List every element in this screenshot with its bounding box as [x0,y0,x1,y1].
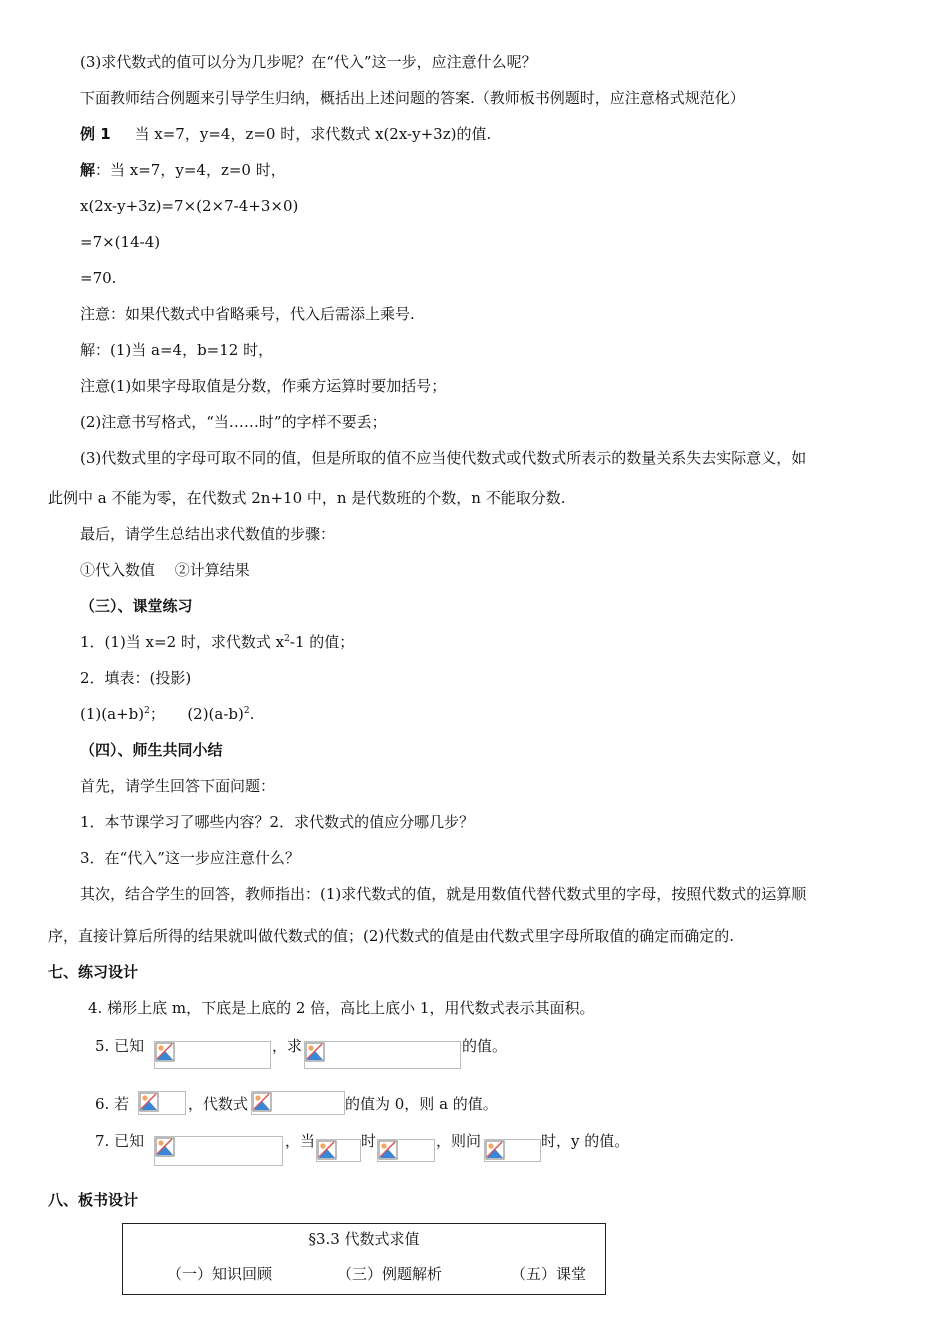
heading-board-design: 八、板书设计 [48,1191,139,1209]
exercise-7-mid1: ，当 [285,1132,316,1150]
exercise-7-mid2: 时 [361,1132,377,1150]
summary-steps-line: 最后，请学生总结出求代数值的步骤： [80,525,336,543]
formula-image [251,1091,345,1115]
note-3-line: (3)代数式里的字母可取不同的值，但是所取的值不应当使代数式或代数式所表示的数量关系失去实际意义，如 [80,449,807,467]
practice-1-text-end: -1 的值； [289,633,355,651]
summary-intro: 首先，请学生回答下面问题： [80,777,276,795]
note-2-line: (2)注意书写格式，“当……时”的字样不要丢； [80,413,387,431]
formula-image [154,1136,283,1166]
broken-image-icon [155,1137,175,1157]
exercise-5-start: 5. 已知 [95,1037,145,1055]
board-column-3: （五）课堂 [511,1265,587,1283]
formula-image [484,1139,541,1162]
formula-image [154,1041,271,1069]
heading-exercise-design: 七、练习设计 [48,963,139,981]
exercise-5-mid: ，求 [272,1037,303,1055]
solution-line [80,160,286,180]
formula-image [316,1139,361,1162]
summary-answer-1: 其次，结合学生的回答，教师指出：(1)求代数式的值，就是用数值代替代数式里的字母，按照代数式的运算顺 [80,885,807,903]
superscript: 2 [243,706,250,716]
expr-2: ； (2)(a-b) [149,705,244,723]
superscript: 2 [284,634,290,644]
summary-q2: 3．在“代入”这一步应注意什么？ [80,849,300,867]
superscript: 2 [144,706,150,716]
calc-line-1: x(2x-y+3z)=7×(2×7-4+3×0) [80,197,299,215]
calc-line-2: =7×(14-4) [80,233,161,251]
solution-label: 解 [80,161,96,179]
expr-end: . [249,705,255,723]
board-column-1: （一）知识回顾 [167,1265,273,1283]
solution-text: ：当 x=7，y=4，z=0 时， [95,161,286,179]
exercise-7-mid3: ，则问 [436,1132,482,1150]
exercise-5-end: 的值。 [462,1037,508,1055]
practice-1-text: 1．(1)当 x=2 时，求代数式 x [80,633,285,651]
practice-1-line [80,632,354,652]
practice-3-line [80,704,254,724]
board-title: §3.3 代数式求值 [308,1230,420,1248]
example-text: 当 x=7，y=4，z=0 时，求代数式 x(2x-y+3z)的值. [134,125,492,143]
section-classroom-practice: （三）、课堂练习 [80,597,193,615]
example-1-line [80,124,491,144]
practice-2-line: 2．填表：(投影) [80,669,192,687]
exercise-6-start: 6. 若 [95,1095,130,1113]
broken-image-icon [317,1140,337,1160]
exercise-6-end: 的值为 0，则 a 的值。 [345,1095,498,1113]
board-column-2: （三）例题解析 [337,1265,443,1283]
note-multiply-line: 注意：如果代数式中省略乘号，代入后需添上乘号. [80,305,415,323]
expr-1: (1)(a+b) [80,705,145,723]
solution-2-line: 解：(1)当 a=4，b=12 时， [80,341,274,359]
note-3-continued: 此例中 a 不能为零，在代数式 2n+10 中，n 是代数班的个数，n 不能取分数. [48,489,566,507]
exercise-6-mid: ，代数式 [188,1095,249,1113]
calc-line-3: =70. [80,269,117,287]
intro-line: 下面教师结合例题来引导学生归纳，概括出上述问题的答案.（教师板书例题时，应注意格式规范化） [80,89,745,107]
broken-image-icon [155,1042,175,1062]
formula-image [377,1139,435,1162]
steps-line: ①代入数值 ②计算结果 [80,561,250,579]
broken-image-icon [305,1042,325,1062]
question-3-line: (3)求代数式的值可以分为几步呢？在“代入”这一步，应注意什么呢？ [80,53,537,71]
broken-image-icon [378,1140,398,1160]
broken-image-icon [139,1092,159,1112]
note-1-line: 注意(1)如果字母取值是分数，作乘方运算时要加括号； [80,377,447,395]
exercise-4: 4. 梯形上底 m，下底是上底的 2 倍，高比上底小 1，用代数式表示其面积。 [88,999,595,1017]
broken-image-icon [252,1092,272,1112]
summary-answer-2: 序，直接计算后所得的结果就叫做代数式的值；(2)代数式的值是由代数式里字母所取值的确定而确定的. [48,927,735,945]
example-label: 例 1 [80,125,111,143]
broken-image-icon [485,1140,505,1160]
section-summary: （四）、师生共同小结 [80,741,223,759]
summary-q1: 1．本节课学习了哪些内容？2．求代数式的值应分哪几步？ [80,813,475,831]
formula-image [138,1091,186,1115]
exercise-7-start: 7. 已知 [95,1132,145,1150]
board-design-box [122,1223,606,1295]
exercise-7-end: 时，y 的值。 [541,1132,630,1150]
formula-image [304,1041,461,1069]
